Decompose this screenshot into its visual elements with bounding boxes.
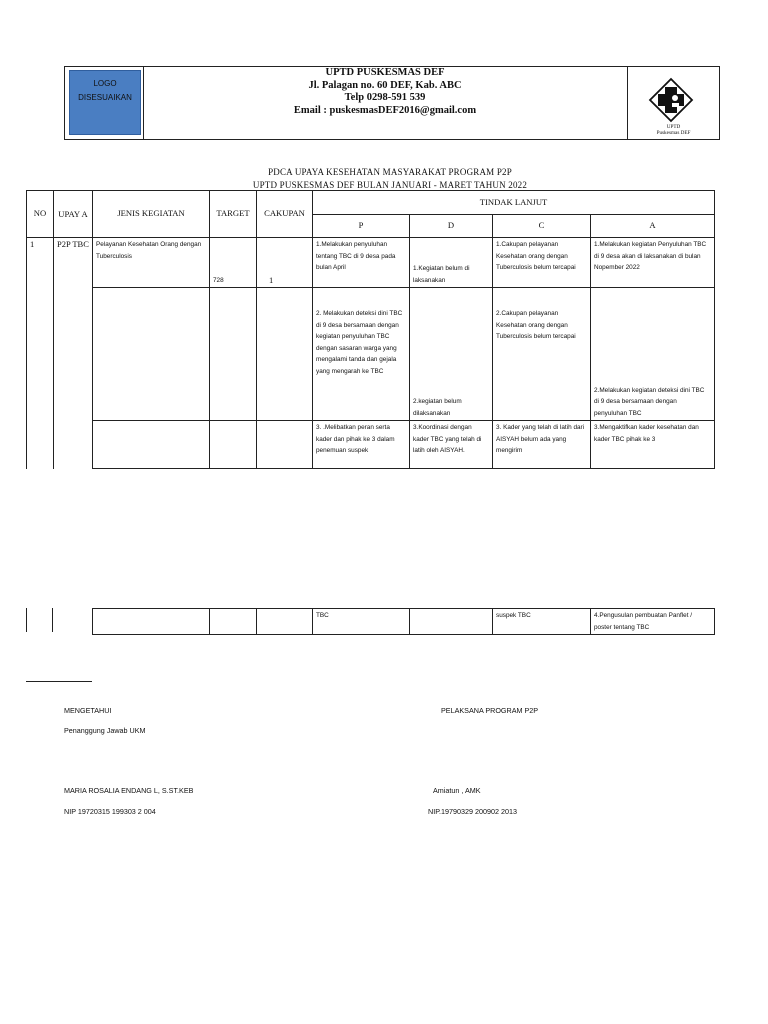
- table-header-row: [27, 191, 715, 215]
- cell-c: suspek TBC: [493, 609, 591, 635]
- cell-no: 1: [27, 238, 54, 469]
- table-row: [27, 238, 715, 288]
- org-address: Jl. Palagan no. 60 DEF, Kab. ABC: [308, 79, 462, 91]
- cell-a: 4.Pengusulan pembuatan Panflet / poster tentang TBC: [591, 609, 715, 635]
- col-header-a: A: [591, 215, 715, 238]
- col-header-jenis-kegiatan: JENIS KEGIATAN: [93, 191, 210, 238]
- col-header-c: C: [493, 215, 591, 238]
- continuation-border-left: [26, 608, 27, 632]
- continuation-border-mid: [52, 608, 53, 632]
- document-title: [180, 166, 600, 192]
- logo-placeholder-line2: DISESUAIKAN: [78, 93, 132, 102]
- cell-d: 1.Kegiatan belum di laksanakan: [410, 238, 493, 288]
- cell-a: 2.Melakukan kegiatan deteksi dini TBC di 9 desa bersamaan dengan penyuluhan TBC: [591, 288, 715, 421]
- puskesmas-logo-cell: [627, 67, 719, 139]
- logo-cell: [65, 67, 144, 139]
- col-header-tindak-lanjut: TINDAK LANJUT: [313, 191, 715, 215]
- cell-d: [410, 609, 493, 635]
- footnote-separator: [26, 681, 92, 682]
- title-line2: UPTD PUSKESMAS DEF BULAN JANUARI - MARET TAHUN 2022: [252, 180, 528, 190]
- cell-jenis-kegiatan: Pelayanan Kesehatan Orang dengan Tuberculosis: [93, 238, 210, 288]
- left-signature-role: Penanggung Jawab UKM: [64, 726, 146, 735]
- right-signature-nip: NIP.19790329 200902 2013: [428, 807, 517, 816]
- cell-upaya: P2P TBC: [54, 238, 93, 469]
- cell-a: 3.Mengaktifkan kader kesehatan dan kader TBC pihak ke 3: [591, 421, 715, 469]
- logo-caption: [628, 124, 719, 136]
- col-header-p: P: [313, 215, 410, 238]
- col-header-d: D: [410, 215, 493, 238]
- table-row: [27, 288, 715, 421]
- right-signature-name: Amiatun , AMK: [433, 786, 481, 795]
- left-signature-nip: NIP 19720315 199303 2 004: [64, 807, 156, 816]
- pdca-table: [26, 190, 715, 469]
- org-phone: Telp 0298-591 539: [344, 92, 426, 103]
- col-header-cakupan: CAKUPAN: [257, 191, 313, 238]
- cell-p: 2. Melakukan deteksi dini TBC di 9 desa bersamaan dengan kegiatan penyuluhan TBC dengan sasaran warga yang mengalami tanda dan gejala yang mengarah ke TBC: [313, 288, 410, 421]
- right-signature-label: PELAKSANA PROGRAM P2P: [441, 706, 539, 715]
- cell-cakupan: 1: [257, 238, 313, 288]
- logo-placeholder: [69, 70, 141, 135]
- org-email: Email : puskesmasDEF2016@gmail.com: [293, 104, 477, 116]
- cell-a: 1.Melakukan kegiatan Penyuluhan TBC di 9 desa akan di laksanakan di bulan Nopember 2022: [591, 238, 715, 288]
- logo-placeholder-line1: LOGO: [93, 79, 117, 88]
- cell-d: 3.Koordinasi dengan kader TBC yang telah di latih oleh AISYAH.: [410, 421, 493, 469]
- letterhead-text: [145, 67, 625, 117]
- letterhead: [64, 66, 720, 140]
- cell-target: 728: [210, 238, 257, 288]
- cell-p: 3. .Melibatkan peran serta kader dan pihak ke 3 dalam penemuan suspek: [313, 421, 410, 469]
- title-line1: PDCA UPAYA KESEHATAN MASYARAKAT PROGRAM P2P: [268, 167, 512, 177]
- cell-c: 1.Cakupan pelayanan Kesehatan orang dengan Tuberculosis belum tercapai: [493, 238, 591, 288]
- logo-caption-line2: Puskesmas DEF: [656, 130, 691, 136]
- col-header-upaya: UPAY A: [54, 191, 93, 238]
- cell-c: 2.Cakupan pelayanan Kesehatan orang dengan Tuberculosis belum tercapai: [493, 288, 591, 421]
- left-signature-label: MENGETAHUI: [64, 706, 112, 715]
- pdca-table-continuation: [92, 608, 715, 635]
- col-header-target: TARGET: [210, 191, 257, 238]
- table-row: [93, 609, 715, 635]
- puskesmas-logo-icon: [648, 77, 694, 123]
- logo-caption-line1: UPTD: [666, 124, 681, 130]
- org-name: UPTD PUSKESMAS DEF: [325, 67, 445, 78]
- left-signature-name: MARIA ROSALIA ENDANG L, S.ST.KEB: [64, 786, 194, 795]
- cell-c: 3. Kader yang telah di latih dari AISYAH belum ada yang mengirim: [493, 421, 591, 469]
- table-row: [27, 421, 715, 469]
- cell-p: TBC: [313, 609, 410, 635]
- col-header-no: NO: [27, 191, 54, 238]
- cell-d: 2.kegiatan belum dilaksanakan: [410, 288, 493, 421]
- cell-p: 1.Melakukan penyuluhan tentang TBC di 9 desa pada bulan April: [313, 238, 410, 288]
